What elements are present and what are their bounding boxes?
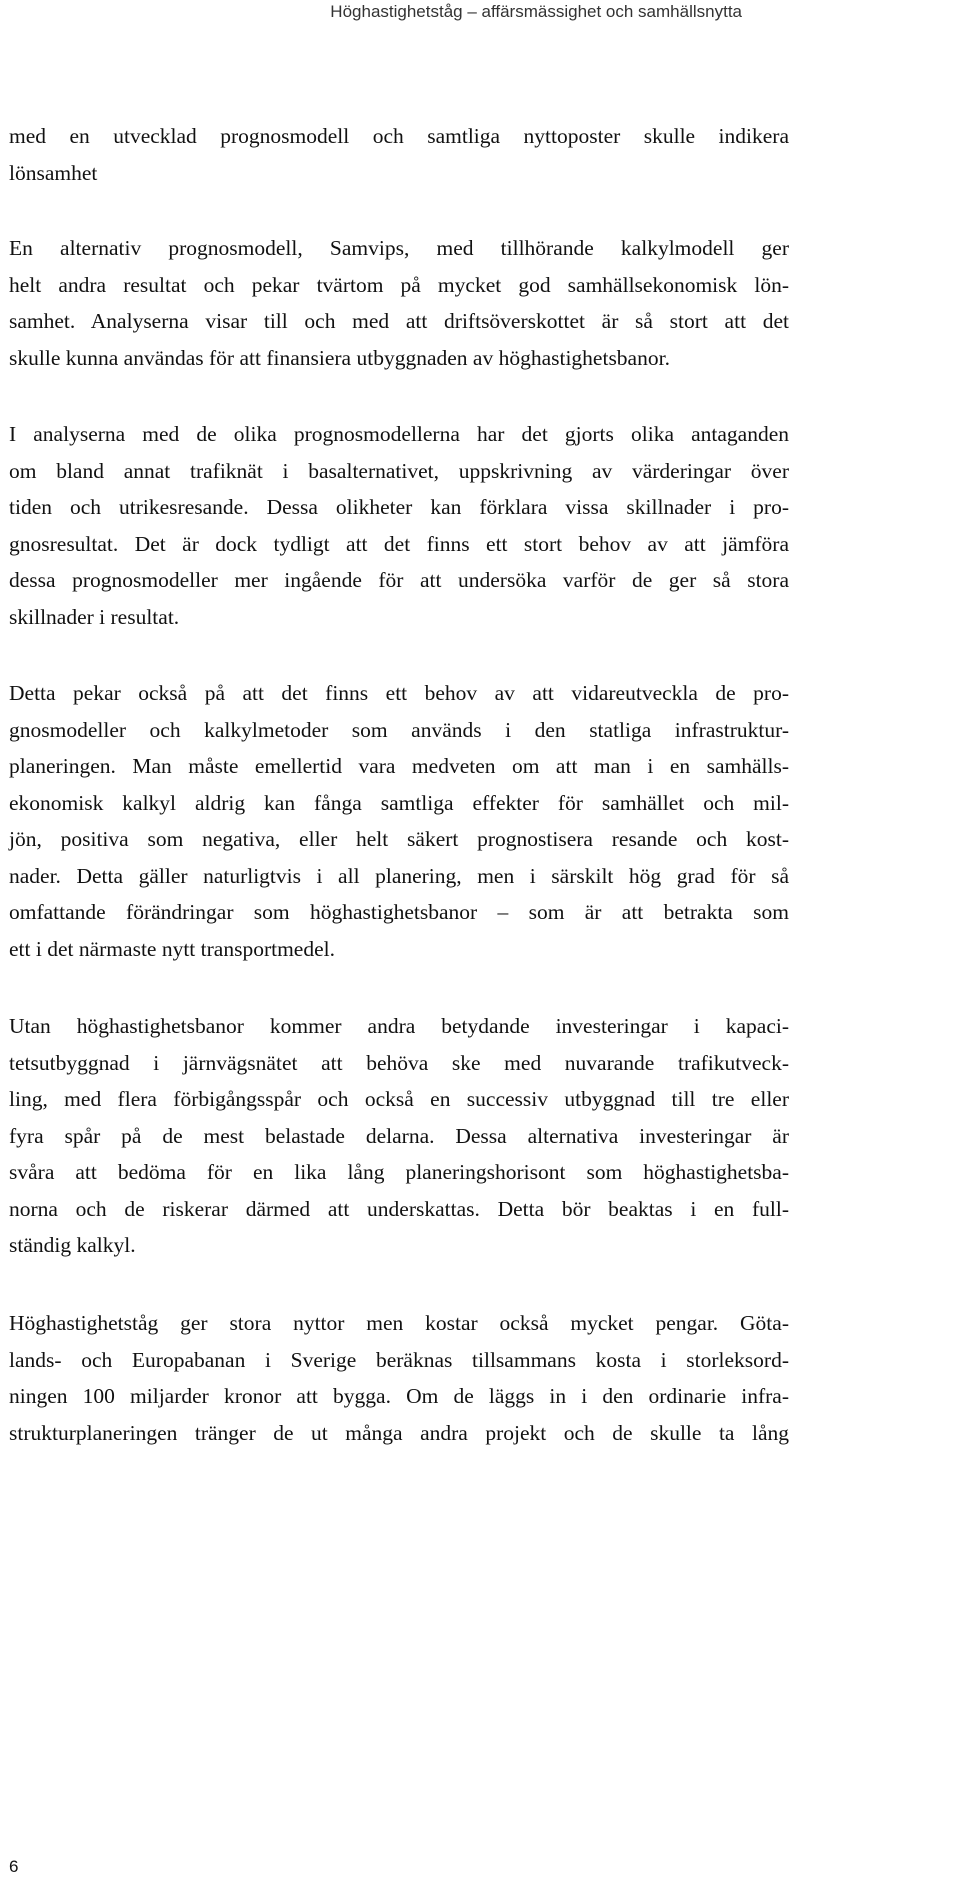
text-line: om bland annat trafiknät i basalternativet, uppskrivning av värderingar över [9,458,789,483]
text-line: I analyserna med de olika prognosmodellerna har det gjorts olika antaganden [9,422,789,446]
text-line: planeringen. Man måste emellertid vara medveten om att man i en samhälls- [9,754,789,778]
text-line: ekonomisk kalkyl aldrig kan fånga samtliga effekter för samhället och mil- [9,790,789,815]
paragraph-6 [9,1305,789,1451]
text-line: skulle kunna användas för att finansiera utbyggnaden av höghastighetsbanor. [9,345,670,370]
text-line: skillnader i resultat. [9,604,180,629]
text-line: Höghastighetståg ger stora nyttor men kostar också mycket pengar. Göta- [9,1311,789,1335]
page-number: 6 [9,1857,19,1876]
text-line: svåra att bedöma för en lika lång planeringshorisont som höghastighetsba- [9,1160,789,1184]
text-line: fyra spår på de mest belastade delarna. Dessa alternativa investeringar är [9,1123,789,1148]
text-line: lönsamhet [9,160,98,185]
text-line: jön, positiva som negativa, eller helt säkert prognostisera resande och kost- [9,827,789,851]
text-line: tiden och utrikesresande. Dessa olikheter kan förklara vissa skillnader i pro- [9,495,789,519]
paragraph-4 [9,675,789,967]
text-line: samhet. Analyserna visar till och med att driftsöverskottet är så stort att det [9,309,789,333]
paragraph-3 [9,416,789,635]
paragraph-5 [9,1008,789,1264]
running-header: Höghastighetståg – affärsmässighet och samhällsnytta [330,2,742,21]
text-line: En alternativ prognosmodell, Samvips, med tillhörande kalkylmodell ger [9,236,789,260]
text-line: norna och de riskerar därmed att underskattas. Detta bör beaktas i en full- [9,1196,789,1221]
text-line: ständig kalkyl. [9,1233,136,1257]
text-line: tetsutbyggnad i järnvägsnätet att behöva ske med nuvarande trafikutveck- [9,1050,789,1075]
text-line: helt andra resultat och pekar tvärtom på mycket god samhällsekonomisk lön- [9,272,789,297]
paragraph-2 [9,230,789,376]
text-line: ett i det närmaste nytt transportmedel. [9,936,335,961]
text-line: lands- och Europabanan i Sverige beräknas tillsammans kosta i storleksord- [9,1347,789,1372]
text-line: ling, med flera förbigångsspår och också en successiv utbyggnad till tre eller [9,1087,789,1111]
text-line: gnosresultat. Det är dock tydligt att det finns ett stort behov av att jämföra [9,531,789,556]
text-line: Utan höghastighetsbanor kommer andra betydande investeringar i kapaci- [9,1014,789,1038]
text-line: Detta pekar också på att det finns ett behov av att vidareutveckla de pro- [9,681,789,705]
text-line: nader. Detta gäller naturligtvis i all planering, men i särskilt hög grad för så [9,863,789,888]
text-line: gnosmodeller och kalkylmetoder som används i den statliga infrastruktur- [9,717,789,742]
text-line: med en utvecklad prognosmodell och samtliga nyttoposter skulle indikera [9,124,789,148]
text-line: omfattande förändringar som höghastighetsbanor – som är att betrakta som [9,900,789,924]
paragraph-1 [9,118,789,191]
text-line: ningen 100 miljarder kronor att bygga. Om de läggs in i den ordinarie infra- [9,1384,789,1408]
text-line: strukturplaneringen tränger de ut många andra projekt och de skulle ta lång [9,1420,789,1445]
text-line: dessa prognosmodeller mer ingående för att undersöka varför de ger så stora [9,568,789,592]
